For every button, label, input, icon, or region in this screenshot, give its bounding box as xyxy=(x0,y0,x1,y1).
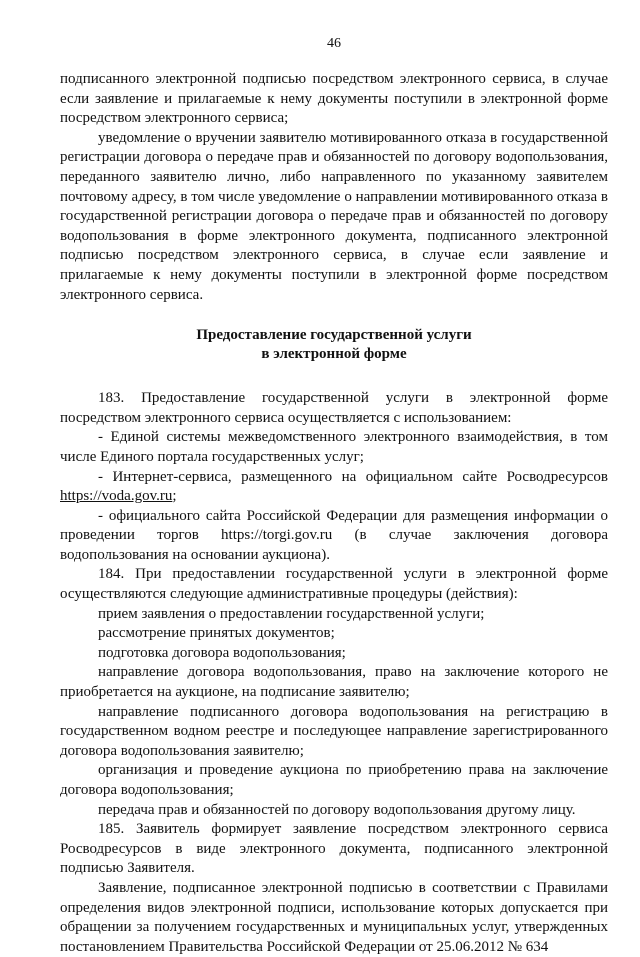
paragraph-183: 183. Предоставление государственной услуги в электронной форме посредством электронного сервиса осуществляется с использованием: xyxy=(60,390,608,426)
paragraph-184: 184. При предоставлении государственной услуги в электронной форме осуществляются следующие административные процедуры (действия): xyxy=(60,566,608,603)
internet-service-end: ; xyxy=(172,488,177,505)
paragraph-185: 185. Заявитель формирует заявление посредством электронного сервиса Росводресурсов в виде электронного документа, подписанного электронной подписью Заявителя. xyxy=(60,821,608,877)
paragraph-signature-rules: Заявление, подписанное электронной подписью в соответствии с Правилами определения видов электронной подписи, использование которых допускается при обращении за получением государственных и муниципальных услуг, утвержденных постановлением Правительства Российской Федерации от 25.06.2012 № 634 xyxy=(60,879,608,955)
internet-service-text: - Интернет-сервиса, размещенного на официальном сайте Росводресурсов xyxy=(98,468,608,485)
document-page xyxy=(60,36,608,957)
list-item-smev: - Единой системы межведомственного электронного взаимодействия, в том числе Единого портала государственных услуг; xyxy=(60,429,608,465)
section-heading xyxy=(60,326,608,364)
procedure-item: прием заявления о предоставлении государственной услуги; xyxy=(98,605,485,622)
section-heading-line-2: в электронной форме xyxy=(261,346,407,363)
procedure-item: организация и проведение аукциона по приобретению права на заключение договора водопользования; xyxy=(60,762,608,798)
page-number: 46 xyxy=(327,36,341,51)
list-item-internet-service xyxy=(60,468,608,507)
voda-gov-link[interactable]: https://voda.gov.ru xyxy=(60,488,173,505)
procedure-item: подготовка договора водопользования; xyxy=(98,644,346,661)
procedure-item: рассмотрение принятых документов; xyxy=(98,625,335,642)
section-heading-line-1: Предоставление государственной услуги xyxy=(196,327,472,344)
paragraph-continuation: подписанного электронной подписью посредством электронного сервиса, в случае если заявление и прилагаемые к нему документы поступили в электронной форме посредством электронного сервиса; xyxy=(60,71,608,127)
list-item-torgi: - официального сайта Российской Федерации для размещения информации о проведении торгов https://torgi.gov.ru (в случае заключения договора водопользования на основании аукциона). xyxy=(60,507,608,563)
procedure-item: направление подписанного договора водопользования на регистрацию в государственном водном реестре и последующее направление зарегистрированного договора водопользования заявителю; xyxy=(60,703,608,759)
procedure-item: направление договора водопользования, право на заключение которого не приобретается на аукционе, на подписание заявителю; xyxy=(60,664,608,701)
procedure-item: передача прав и обязанностей по договору водопользования другому лицу. xyxy=(98,801,576,818)
paragraph-refusal-notice: уведомление о вручении заявителю мотивированного отказа в государственной регистрации договора о передаче прав и обязанностей по договору водопользования, переданного заявителю лично, либо направленного по указанному заявителем почтовому адресу, в том числе уведомление о направлении мотивированного отказа в государственной регистрации договора о передаче прав и обязанностей по договору водопользования в форме электронного документа, подписанного электронной подписью посредством электронного сервиса, в случае если заявление и прилагаемые к нему документы поступили в электронной форме посредством электронного сервиса. xyxy=(60,129,608,303)
